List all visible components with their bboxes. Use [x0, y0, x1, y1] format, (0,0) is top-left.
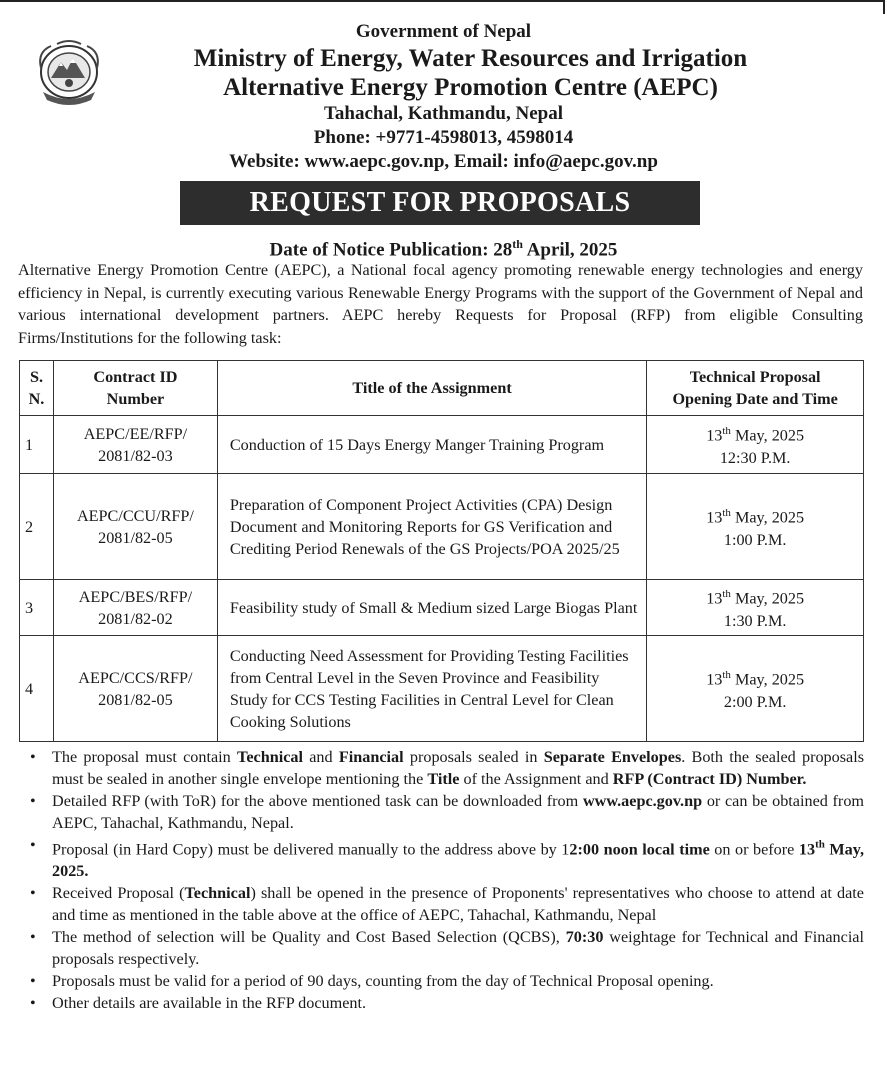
- notice-banner: REQUEST FOR PROPOSALS: [180, 181, 700, 225]
- row-title: Conduction of 15 Days Energy Manger Training Program: [217, 416, 646, 474]
- list-item: • Detailed RFP (with ToR) for the above mentioned task can be downloaded from www.aepc.gov.np or can be obtained from AEPC, Tahachal, Kathmandu, Nepal.: [30, 792, 864, 832]
- table-row: [20, 580, 864, 636]
- page-border: [0, 0, 885, 14]
- website-link: www.aepc.gov.np: [582, 792, 703, 810]
- row-contract-id: AEPC/CCU/RFP/ 2081/82-05: [53, 474, 217, 580]
- list-item: • The proposal must contain Technical and Financial proposals sealed in Separate Envelopes. Both the sealed proposals must be sealed in another single envelope mentioning the Title of the Assignment and RFP (Contract ID) Number.: [30, 748, 865, 788]
- intro-paragraph: Alternative Energy Promotion Centre (AEPC), a National focal agency promoting renewable energy technologies and energy efficiency in Nepal, is currently executing various Renewable Energy Programs with the support of the Government of Nepal and various international development partners. AEPC hereby Requests for Proposal (RFP) from eligible Consulting Firms/Institutions for the following task:: [18, 261, 863, 347]
- table-row: [20, 474, 864, 580]
- phone: Phone: +9771-4598013, 4598014: [313, 127, 574, 148]
- header-sn: S. N.: [20, 361, 54, 416]
- row-opening-date: 13th May, 2025 1:30 P.M.: [647, 580, 864, 636]
- header-title: Title of the Assignment: [217, 361, 646, 416]
- row-opening-date: 13th May, 2025 2:00 P.M.: [647, 636, 864, 742]
- list-item: • The method of selection will be Quality and Cost Based Selection (QCBS), 70:30 weightage for Technical and Financial proposals respectively.: [30, 928, 864, 969]
- address: Tahachal, Kathmandu, Nepal: [324, 103, 563, 124]
- row-sn: 3: [20, 580, 54, 636]
- centre-title: Alternative Energy Promotion Centre (AEPC): [223, 74, 718, 101]
- row-contract-id: AEPC/EE/RFP/ 2081/82-03: [53, 416, 217, 474]
- row-title: Preparation of Component Project Activities (CPA) Design Document and Monitoring Reports for GS Verification and Crediting Period Renewals of the GS Projects/POA 2025/25: [217, 474, 646, 580]
- publication-date-label: Date of Notice Publication: 28: [269, 239, 513, 261]
- list-item: • Proposal (in Hard Copy) must be delivered manually to the address above by 12:00 noon local time on or before 13th May, 2025.: [30, 836, 865, 881]
- list-item: • Other details are available in the RFP document.: [30, 994, 367, 1013]
- terms-list: [26, 746, 864, 1014]
- row-sn: 4: [20, 636, 54, 742]
- row-sn: 1: [20, 416, 54, 474]
- government-title: Government of Nepal: [355, 21, 532, 42]
- letterhead: [0, 20, 887, 174]
- list-item: • Proposals must be valid for a period of 90 days, counting from the day of Technical Proposal opening.: [30, 972, 714, 991]
- row-title: Feasibility study of Small & Medium sized Large Biogas Plant: [217, 580, 646, 636]
- table-row: [20, 416, 864, 474]
- publication-date-suffix: th: [512, 237, 523, 251]
- table-header-row: [20, 361, 864, 416]
- row-title: Conducting Need Assessment for Providing Testing Facilities from Central Level in the Seven Province and Feasibility Study for CCS Testing Facilities in Central Level for Clean Cooking Solutions: [217, 636, 646, 742]
- assignments-table: [19, 360, 864, 742]
- website-email: Website: www.aepc.gov.np, Email: info@aepc.gov.np: [229, 151, 658, 172]
- header-contract-id: Contract ID Number: [53, 361, 217, 416]
- header-opening-date: Technical Proposal Opening Date and Time: [647, 361, 864, 416]
- row-opening-date: 13th May, 2025 1:00 P.M.: [647, 474, 864, 580]
- row-opening-date: 13th May, 2025 12:30 P.M.: [647, 416, 864, 474]
- row-contract-id: AEPC/BES/RFP/ 2081/82-02: [53, 580, 217, 636]
- publication-date-rest: April, 2025: [522, 239, 618, 261]
- row-contract-id: AEPC/CCS/RFP/ 2081/82-05: [53, 636, 217, 742]
- row-sn: 2: [20, 474, 54, 580]
- publication-date: [0, 232, 887, 262]
- ministry-title: Ministry of Energy, Water Resources and Irrigation: [193, 45, 748, 72]
- table-row: [20, 636, 864, 742]
- list-item: • Received Proposal (Technical) shall be opened in the presence of Proponents' representatives who choose to attend at date and time as mentioned in the table above at the office of AEPC, Tahachal, Kathmandu, Nepal: [30, 884, 864, 925]
